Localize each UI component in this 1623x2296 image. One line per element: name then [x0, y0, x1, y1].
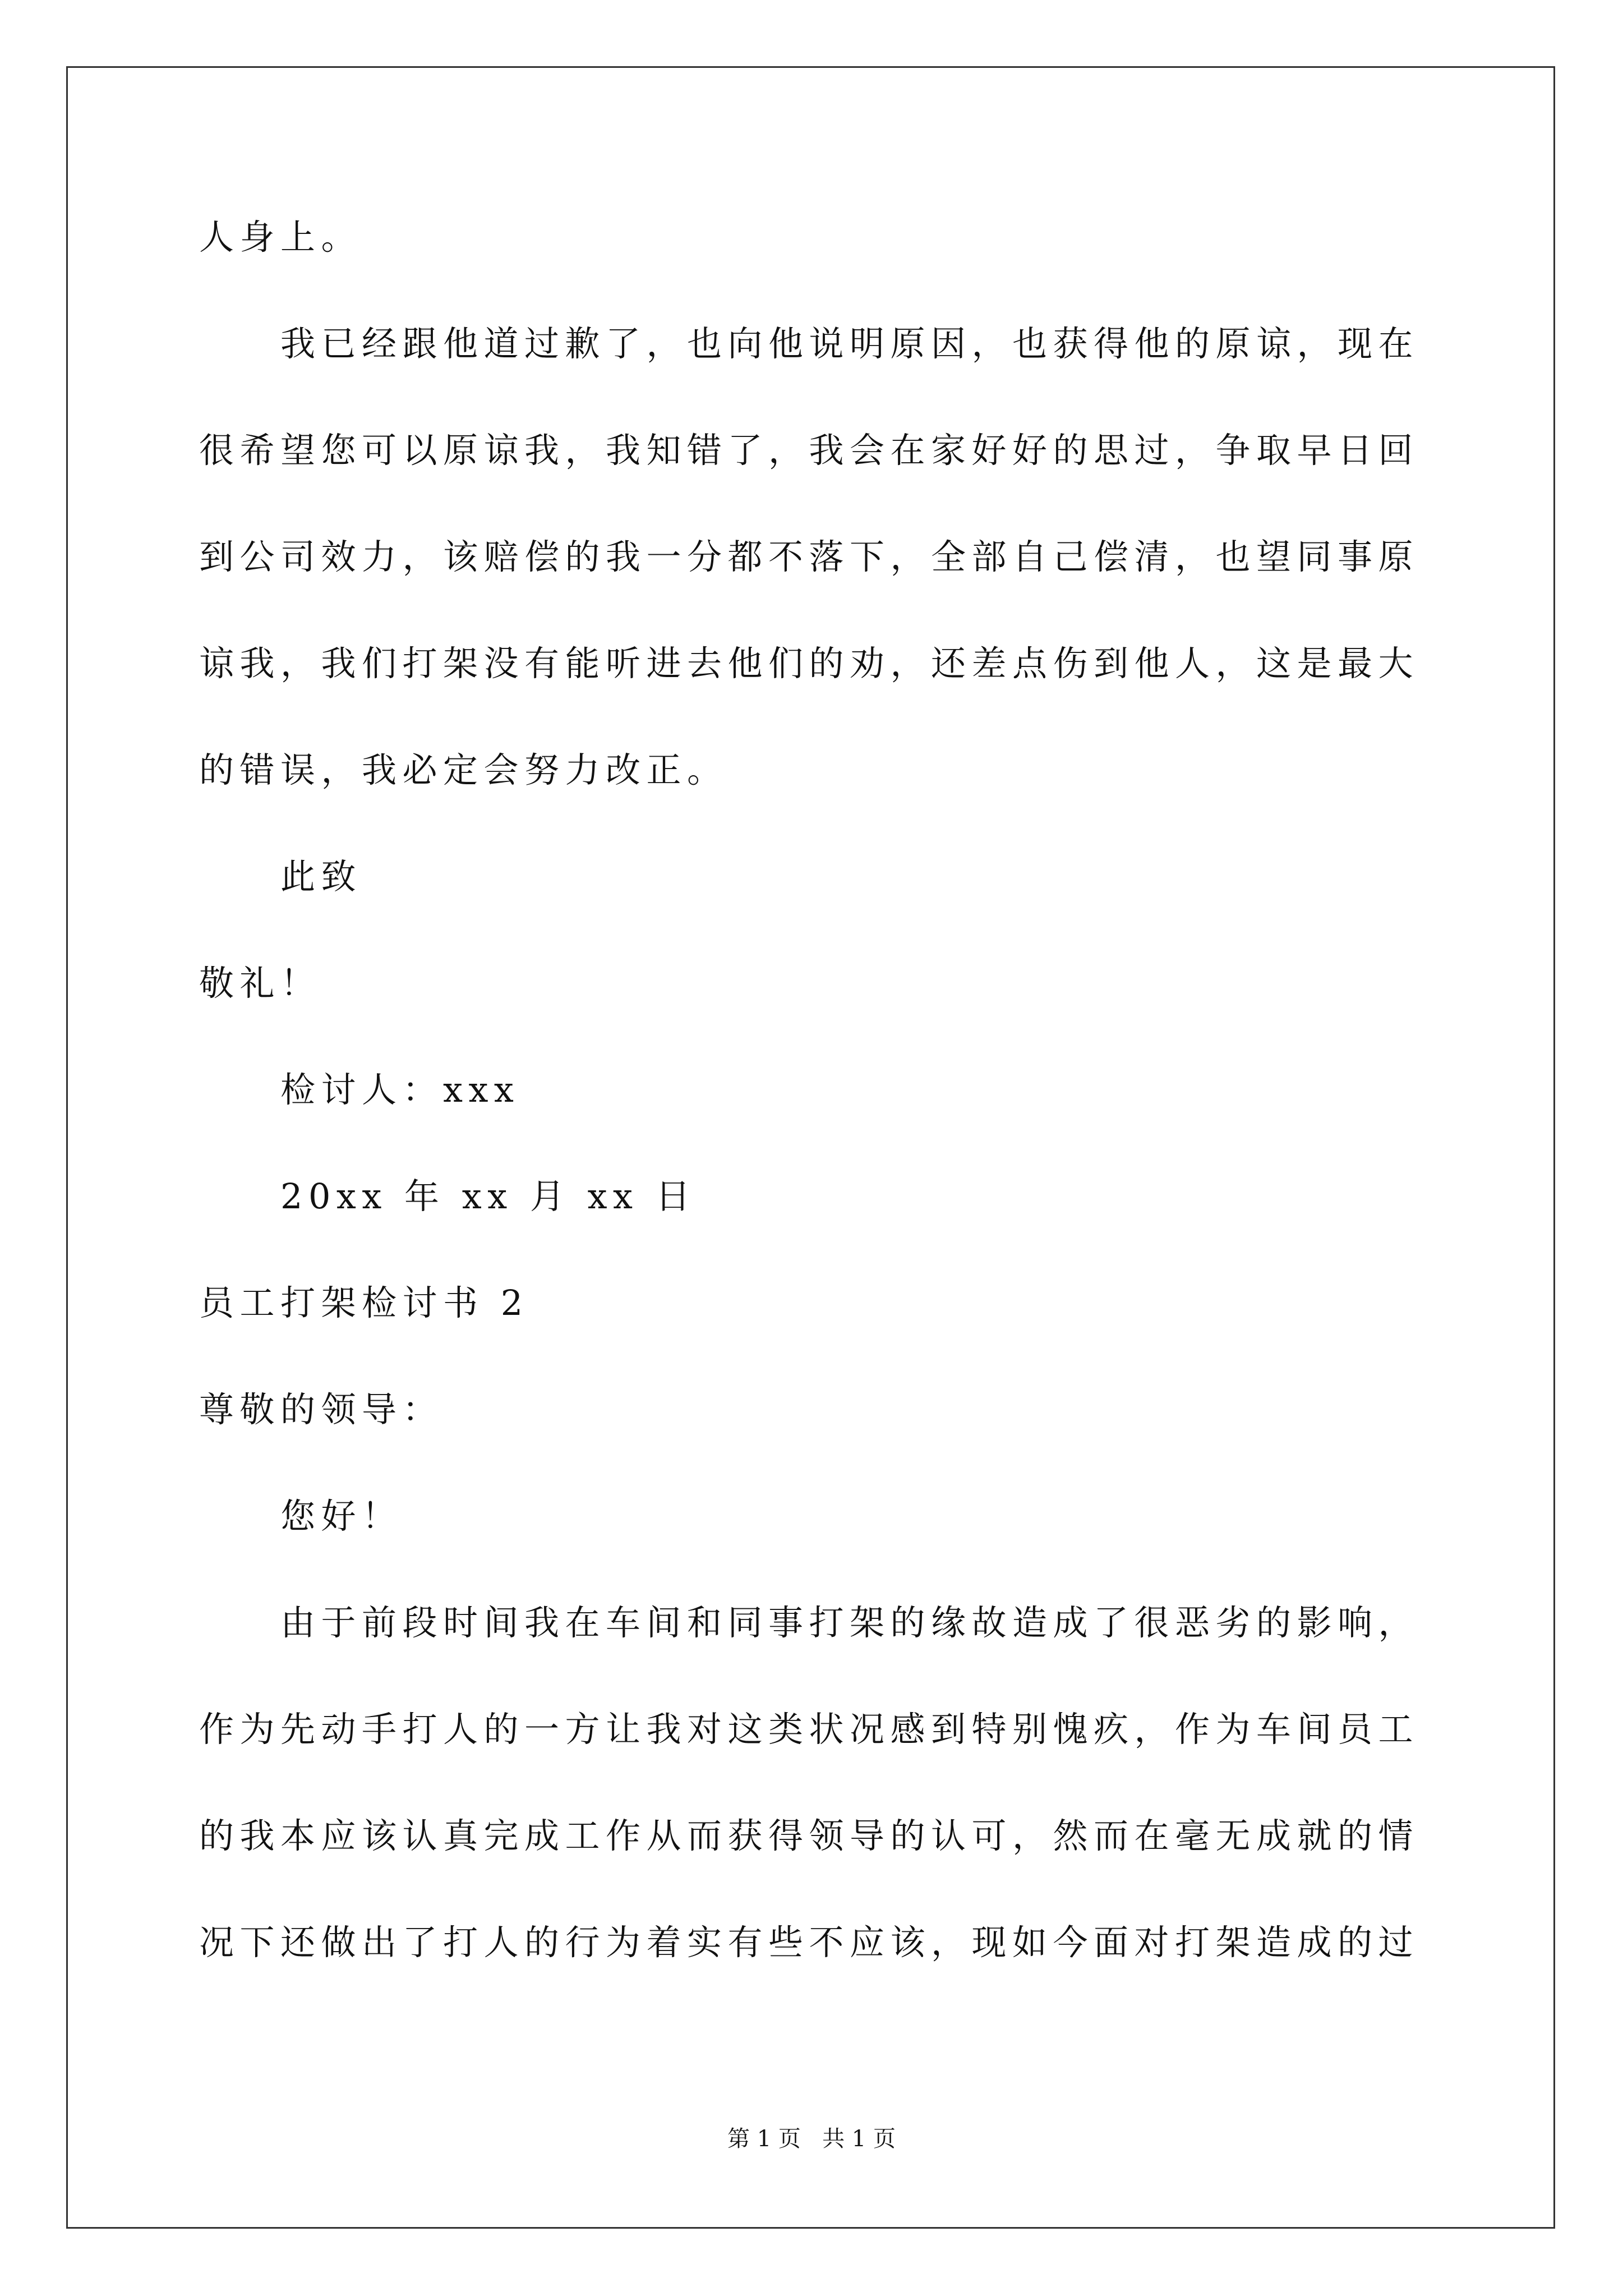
text-line: 的错误，我必定会努力改正。 [199, 749, 728, 790]
paragraph-line: 我已经跟他道过歉了，也向他说明原因，也获得他的原谅，现在 [280, 323, 1419, 364]
date-line: 20xx 年 xx 月 xx 日 [280, 1176, 697, 1217]
greeting: 尊敬的领导： [199, 1389, 444, 1430]
text-line: 谅我，我们打架没有能听进去他们的劝，还差点伤到他人，这是最大 [199, 643, 1419, 684]
section-title: 员工打架检讨书 2 [199, 1282, 529, 1323]
text-line: 作为先动手打人的一方让我对这类状况感到特别愧疚，作为车间员工 [199, 1709, 1419, 1750]
closing-salutation: 此致 [280, 856, 362, 897]
closing-regards: 敬礼！ [199, 963, 321, 1004]
page-border [66, 66, 1555, 2229]
text-line: 人身上。 [199, 217, 362, 257]
signature-line: 检讨人：xxx [280, 1069, 520, 1110]
greeting-hello: 您好！ [280, 1496, 403, 1536]
text-line: 的我本应该认真完成工作从而获得领导的认可，然而在毫无成就的情 [199, 1815, 1419, 1856]
text-line: 到公司效力，该赔偿的我一分都不落下，全部自己偿清，也望同事原 [199, 536, 1419, 577]
paragraph-line: 由于前段时间我在车间和同事打架的缘故造成了很恶劣的影响， [280, 1602, 1419, 1643]
text-line: 很希望您可以原谅我，我知错了，我会在家好好的思过，争取早日回 [199, 430, 1419, 471]
page-footer: 第 1 页 共 1 页 [727, 2126, 896, 2152]
text-line: 况下还做出了打人的行为着实有些不应该，现如今面对打架造成的过 [199, 1922, 1419, 1963]
